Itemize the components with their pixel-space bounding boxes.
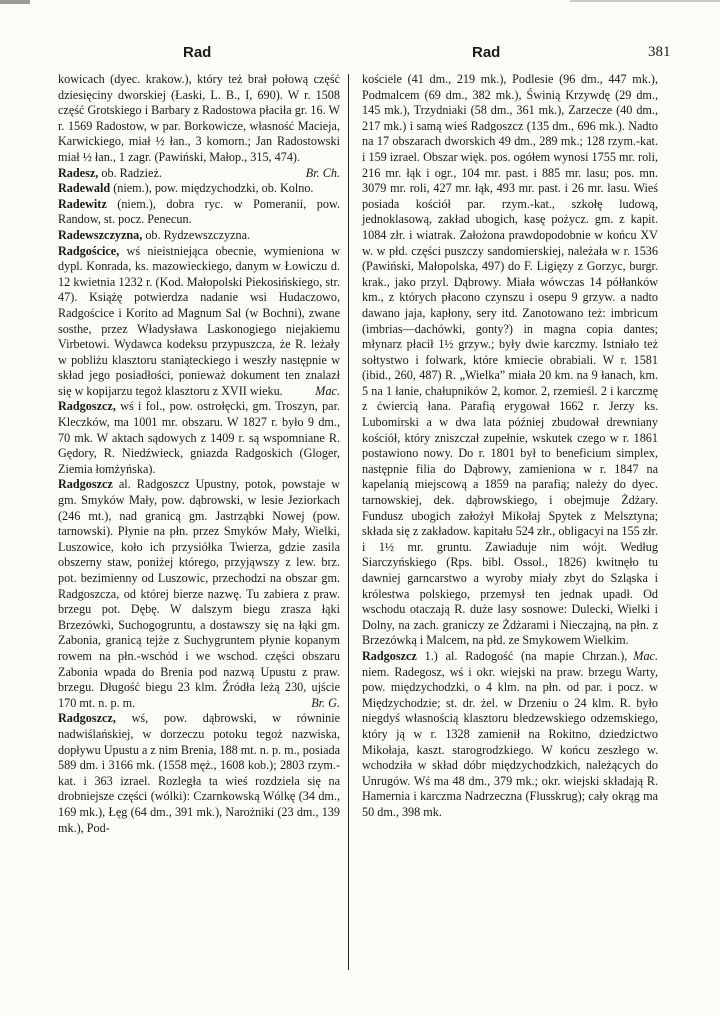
entry-text: (niem.), dobra ryc. w Pomeranii, pow. Randow, st. pocz. Penecun. (58, 196, 341, 227)
entry-text: wś, pow. dąbrowski, w równinie nadwiślańskiej, w dorzeczu potoku tegoż nazwiska, dopływu Upustu a z nim Brenia, 188 mt. n. p. m., posiada 589 dm. i 3166 mk. (1558 męż., 1608 kob.); 2803 rzym.-kat. i 363 izrael. Rozległa ta wieś rozdziela się na drobniejsze części (wólki): Czarnkowską Wólkę (34 dm., 169 mk.), Łęg (64 dm., 391 mk.), Narożniki (23 dm., 139 mk.), Pod- (58, 711, 341, 835)
entry-headword: Radgoszcz, (58, 399, 116, 414)
entry-text: wś nieistniejąca obecnie, wymieniona w dypl. Konrada, ks. mazowieckiego, danym w Łowiczu d. 12 kwietnia 1232 r. (Kod. Małopolski Piekosińskiego, str. 47). Książę potwierdza nadanie wsi Hudaczowo, Radgościce i Korito ad Magnum Sal (w Bochni), zwane sosthe, przez Władysława Laskonogiego niejakiemu Virbetowi. Wydawca kodeksu przypuszcza, że R. leżały w pobliżu klasztoru staniąteckiego i weszły następnie w skład jego posiadłości, ponieważ dokument ten znalazł się w kopijarzu tegoż klasztoru z XVII wieku. (58, 243, 340, 398)
dictionary-entry (362, 72, 658, 663)
right-column (362, 72, 658, 821)
dictionary-entry (362, 649, 658, 821)
dictionary-entry (58, 244, 340, 400)
entry-headword: Radgoszcz (362, 648, 417, 663)
entry-text: (niem.), pow. międzychodzki, ob. Kolno. (113, 181, 314, 196)
entry-text: kowicach (dyec. krakow.), który też brał połową część dziesięciny dworskiej (Łaski, L. B., I, 690). W r. 1508 część Grotskiego i Barbary z Radostowa płaciła gr. 16. W r. 1569 Radostow, w par. Borkowicze, własność Macieja, Karwickiego, miał ½ łan., 3 komorn.; Jan Radostowski miał ½ łan., 1 zagr. (Pawiński, Małop., 315, 474). (58, 72, 340, 164)
author-signature: Mac. (633, 648, 658, 663)
dictionary-entry (58, 181, 340, 197)
dictionary-entry (58, 197, 340, 228)
scan-edge-line (570, 0, 720, 2)
dictionary-entry (58, 399, 340, 477)
author-signature: Br. G. (311, 695, 340, 710)
running-head-left: Rad (183, 44, 212, 61)
page-number: 381 (648, 44, 671, 60)
author-signature: Mac. (315, 383, 340, 398)
running-head-right: Rad (472, 44, 501, 61)
left-column (58, 72, 340, 836)
column-divider (348, 74, 349, 970)
dictionary-entry (58, 166, 340, 182)
entry-headword: Radewszczyzna, (58, 227, 143, 242)
entry-text: ob. Rydzewszczyzna. (145, 227, 251, 242)
entry-text: kościele (41 dm., 219 mk.), Podlesie (96 dm., 447 mk.), Podmalcem (69 dm., 382 mk.), Świnią Krzywdę (29 dm., 145 mk.), Trzydniaki (58 dm., 361 mk.), Zarzecze (40 dm., 217 mk.) i samą wieś Radgoszcz (135 dm., 696 mk.). Nadto na 17 obszarach dworskich 49 dm., 289 mk.; 128 rzym.-kat. i 159 izrael. Obszar więk. pos. ogółem wynosi 1755 mr. roli, 216 mr. łąk i ogr., 104 mr. past. i 885 mr. lasu; pos. mn. 3079 mr. roli, 427 mr. łąk, 493 mr. past. i 26 mr. lasu. Wieś posiada kościół par. rzym.-kat., szkołę ludową, jednoklasową, zakład ubogich, kasę pożycz. gm. z kapit. 1084 złr. i wiatrak. Założona prawdopodobnie w końcu XV w. w płd. części puszczy sandomierskiej, należała w r. 1536 (Pawiński, Małopolska, 497) do F. Ligięzy z Gorzyc, burgr. krak., jako przyl. Dąbrowy. Miała wówczas 14 półłanków km., z których płacono czynszu i osepu 9 grzyw. a nadto dawano jaja, kapłony, sery itd. Zanotowano też: imbricum (imbrias—dachówki, gonty?) in magna copia dantes; młynarz płacił 1½ grzyw.; były dwie karczmy. Istniało też sołtystwo i folwark, które kmiecie obrabiali. W r. 1581 (ibid., 260, 487) R. „Wielka” miała 20 km. na 9 łanach, km. 5 na 1 łanie, chałupników 2, komor. 2, rzemieśl. 2 i karczmę z ćwiercią łana. Parafią erygował 1662 r. Jerzy ks. Lubomirski a w dwa lata później zbudował drewniany kościół, który zniszczał zupełnie, wskutek czego w r. 1861 postawiono nowy. Do r. 1801 był to beneficium simplex, następnie filia do Dąbrowy, zamieniona w r. 1847 na kapelanią miejscową a 1859 na parafią; należy do dyec. tarnowskiej, dek. dąbrowskiego, i obejmuje Żdżary. Fundusz ubogich założył Mikołaj Spytek z Melsztyna; składa się z zakładow. kapitału 524 złr., obligacyi na 155 złr. i 1½ mr. gruntu. Zawiaduje nim wójt. Według Siarczyńskiego (Rps. bibl. Ossol., 1826) kwitnęło tu dawniej garncarstwo a wyroby miały zbyt do Szląska i królestwa polskiego, przemysł ten jednak upadł. Od wschodu otaczają R. duże lasy sosnowe: Dulecki, Wielki i Dolny, na zach. graniczy ze Żdżarami i Nieczajną, na płn. z Brzezówką i Malcem, na płd. ze Smykowem Wielkim. (362, 72, 658, 648)
entry-text: ob. Radzież. (101, 165, 162, 180)
entry-headword: Radesz, (58, 165, 99, 180)
dictionary-entry (58, 477, 340, 711)
entry-headword: Radgoszcz (58, 477, 113, 492)
entry-headword: Radewald (58, 181, 111, 196)
author-signature: Br. Ch. (305, 165, 340, 180)
dictionary-entry (58, 228, 340, 244)
entry-headword: Radgościce, (58, 243, 120, 258)
running-header (0, 44, 720, 66)
scan-edge-mark (0, 0, 30, 4)
entry-headword: Radewitz (58, 196, 107, 211)
entry-text: wś i fol., pow. ostrołęcki, gm. Troszyn, par. Kleczków, ma 1001 mr. obszaru. W 1827 r. było 9 dm., 70 mk. W aktach sądowych z 1409 r. są wspomniane R. Gędory, R. Niedźwieck, gniazda Radgoskich (Gloger, Ziemia łomżyńska). (58, 399, 340, 476)
entry-headword: Radgoszcz, (58, 711, 116, 726)
entry-text: 1.) al. Radogość (na mapie Chrzan.), niem. Radegosz, wś i okr. wiejski na praw. brzegu Warty, pow. międzychodzki, o 4 klm. na płn. od par. i pocz. w Międzychodzie; st. dr. żel. w Drzeniu o 24 klm. R. było niegdyś własnością klasztoru bledzewskiego odzemskiego, który ją w r. 1328 zamienił na Rokitno, dziedzictwo Mikołaja, kaszt. starogrodzkiego. W końcu zeszłego w. wchodziła w skład dóbr międzychodzkich, należących do Unrugów. Wś ma 48 dm., 379 mk.; okr. wiejski składają R. Hamernia i karczma Nadrzeczna (Flusskrug); cały okrąg ma 50 dm., 398 mk. (362, 648, 658, 819)
entry-text: al. Radgoszcz Upustny, potok, powstaje w gm. Smyków Mały, pow. dąbrowski, w lesie Jeziorkach (246 mt.), nad granicą gm. Jastrząbki Nowej (pow. tarnowski). Płynie na płn. przez Smyków Mały, Wielki, Luszowice, koło ich przysiółka Twierza, gdzie zasila obszerny staw, poniżej którego, przyjąwszy z lew. brz. pot. bezimienny od Luszowic, przechodzi na obszar gm. Radgoszcza, od której bierze nazwę. Tu zabiera z praw. brzegu pot. Dębę. W dalszym biegu zrasza łąki Brzezówki, Suchogogruntu, a dostawszy się na łąki gm. Zabonia, granicą tejże z Suchygruntem płynie kopanym rowem na płn.-wschód i we wschod. części obszaru Zabonia wpada do Brenia pod nazwą Upustu z praw. brzegu. Długość biegu 23 klm. Źródła leżą 230, ujście 170 mt. n. p. m. (58, 477, 340, 710)
dictionary-entry (58, 711, 340, 836)
